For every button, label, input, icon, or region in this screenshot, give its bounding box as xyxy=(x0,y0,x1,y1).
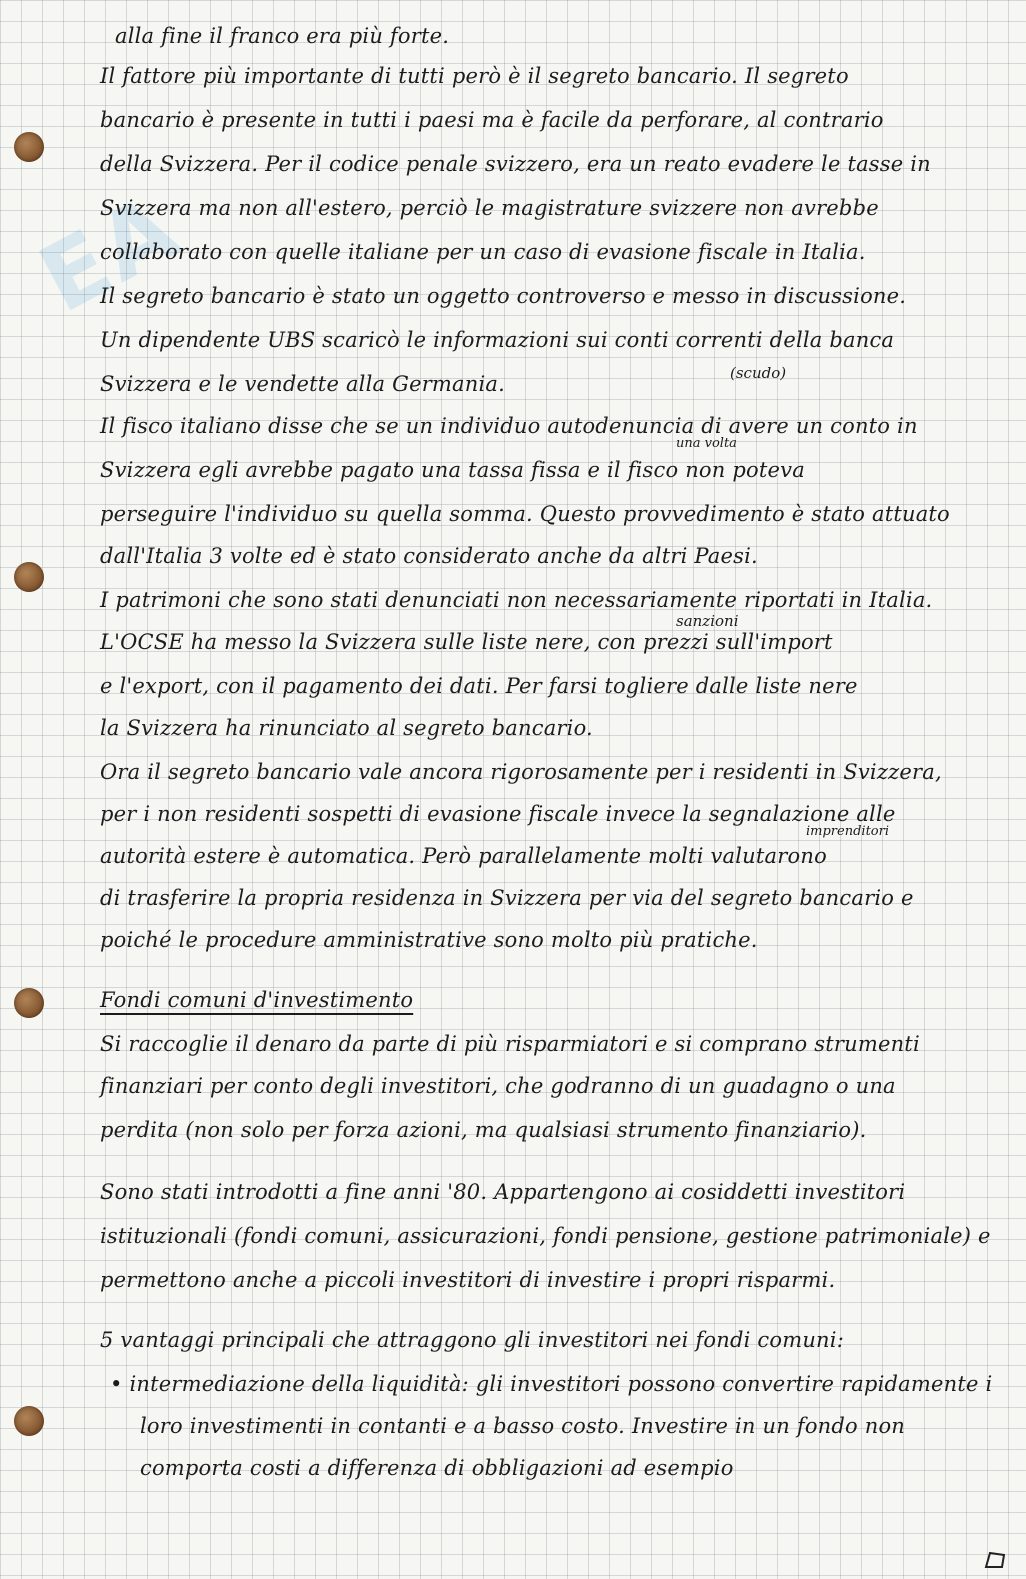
text-line: e l'export, con il pagamento dei dati. Per farsi togliere dalle liste nere xyxy=(100,674,858,698)
binder-hole xyxy=(14,988,44,1018)
text-line: bancario è presente in tutti i paesi ma è facile da perforare, al contrario xyxy=(100,108,884,132)
text-line: poiché le procedure amministrative sono molto più pratiche. xyxy=(100,928,758,952)
text-line: istituzionali (fondi comuni, assicurazioni, fondi pensione, gestione patrimoniale) e xyxy=(100,1224,991,1248)
margin-note: una volta xyxy=(676,436,737,451)
text-line: permettono anche a piccoli investitori di investire i propri risparmi. xyxy=(100,1268,836,1292)
page-corner-icon xyxy=(982,1549,1008,1571)
text-line: Svizzera ma non all'estero, perciò le magistrature svizzere non avrebbe xyxy=(100,196,879,220)
text-line: comporta costi a differenza di obbligazioni ad esempio xyxy=(140,1456,734,1480)
text-line: dall'Italia 3 volte ed è stato considerato anche da altri Paesi. xyxy=(100,544,758,568)
text-line: loro investimenti in contanti e a basso costo. Investire in un fondo non xyxy=(140,1414,906,1438)
bullet-item: • intermediazione della liquidità: gli investitori possono convertire rapidamente i xyxy=(110,1372,993,1396)
text-line: Si raccoglie il denaro da parte di più risparmiatori e si comprano strumenti xyxy=(100,1032,920,1056)
text-line: 5 vantaggi principali che attraggono gli investitori nei fondi comuni: xyxy=(100,1328,844,1352)
text-line: Un dipendente UBS scaricò le informazioni sui conti correnti della banca xyxy=(100,328,895,352)
text-line: di trasferire la propria residenza in Svizzera per via del segreto bancario e xyxy=(100,886,914,910)
text-line: Il fisco italiano disse che se un individuo autodenuncia di avere un conto in xyxy=(100,414,918,438)
text-line: collaborato con quelle italiane per un caso di evasione fiscale in Italia. xyxy=(100,240,866,264)
text-line: Svizzera e le vendette alla Germania. xyxy=(100,372,506,396)
text-line: la Svizzera ha rinunciato al segreto bancario. xyxy=(100,716,593,740)
margin-note: (scudo) xyxy=(730,364,787,382)
text-line: autorità estere è automatica. Però parallelamente molti valutarono xyxy=(100,844,827,868)
section-title: Fondi comuni d'investimento xyxy=(100,988,414,1012)
text-line: finanziari per conto degli investitori, che godranno di un guadagno o una xyxy=(100,1074,896,1098)
text-line: Ora il segreto bancario vale ancora rigorosamente per i residenti in Svizzera, xyxy=(100,760,942,784)
text-line: L'OCSE ha messo la Svizzera sulle liste nere, con prezzi sull'import xyxy=(100,630,833,654)
watermark-text: EA xyxy=(23,173,197,334)
text-line: I patrimoni che sono stati denunciati non necessariamente riportati in Italia. xyxy=(100,588,933,612)
binder-hole xyxy=(14,1406,44,1436)
margin-note: sanzioni xyxy=(676,612,739,630)
text-line: Il segreto bancario è stato un oggetto controverso e messo in discussione. xyxy=(100,284,907,308)
text-line: alla fine il franco era più forte. xyxy=(115,24,450,48)
text-line: della Svizzera. Per il codice penale svizzero, era un reato evadere le tasse in xyxy=(100,152,931,176)
text-line: perdita (non solo per forza azioni, ma qualsiasi strumento finanziario). xyxy=(100,1118,867,1142)
text-line: Svizzera egli avrebbe pagato una tassa fissa e il fisco non poteva xyxy=(100,458,805,482)
margin-note: imprenditori xyxy=(806,824,889,839)
binder-hole xyxy=(14,562,44,592)
text-line: Sono stati introdotti a fine anni '80. Appartengono ai cosiddetti investitori xyxy=(100,1180,906,1204)
text-line: Il fattore più importante di tutti però è il segreto bancario. Il segreto xyxy=(100,64,849,88)
binder-hole xyxy=(14,132,44,162)
text-line: per i non residenti sospetti di evasione fiscale invece la segnalazione alle xyxy=(100,802,896,826)
text-line: perseguire l'individuo su quella somma. Questo provvedimento è stato attuato xyxy=(100,502,950,526)
